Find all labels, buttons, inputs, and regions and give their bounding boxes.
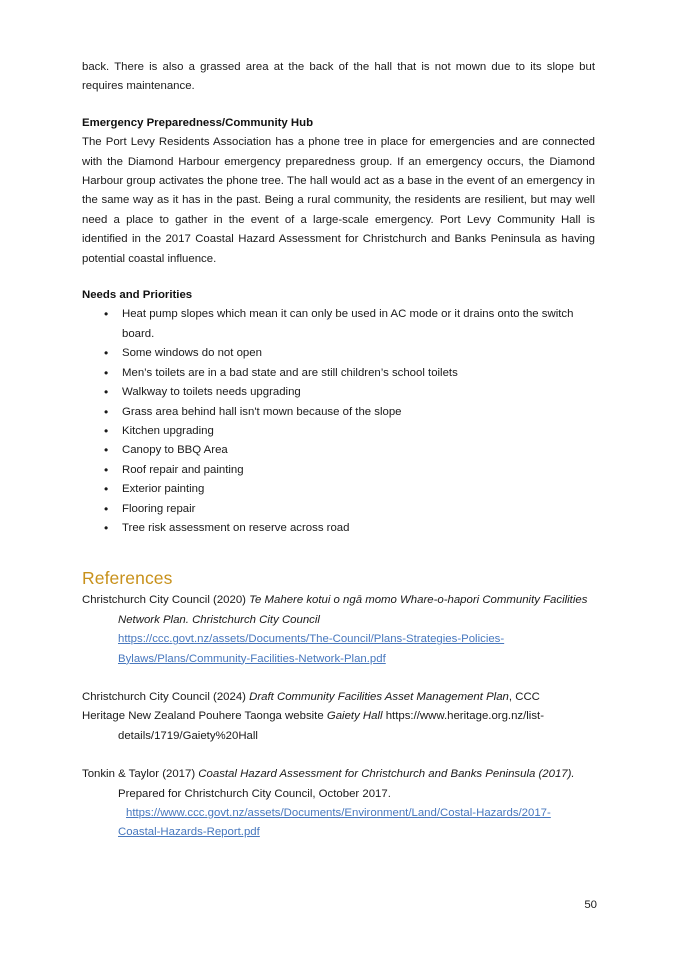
reference-publisher: , CCC [508,690,540,703]
reference-entry-ccc-2024 [82,688,595,707]
spacer [82,269,595,286]
reference-title-italic-cont: Network Plan. Christchurch City Council [118,613,320,626]
reference-url-text-cont: details/1719/Gaiety%20Hall [118,729,258,742]
references-heading: References [82,568,173,589]
list-item-label: Men’s toilets are in a bad state and are still children’s school toilets [122,366,458,379]
reference-url-link[interactable]: https://ccc.govt.nz/assets/Documents/The-Council/Plans-Strategies-Policies- [118,633,505,646]
list-item-label: Kitchen upgrading [122,424,214,437]
list-item [82,461,595,480]
reference-author: Heritage New Zealand Pouhere Taonga website [82,710,327,723]
reference-url-link-cont[interactable]: Coastal-Hazards-Report.pdf [118,826,260,839]
bullet-icon: • [104,346,109,361]
page-number: 50 [584,899,597,911]
emergency-section-paragraph: The Port Levy Residents Association has a phone tree in place for emergencies and are connected with the Diamond Harbour emergency preparedness group. If an emergency occurs, the Diamond Harbour group activates the phone tree. The hall would act as a base in the event of an emergency in the same way as it has in the past. Being a rural community, the residents are resilient, but may well need a place to gather in the event of a large-scale emergency. Port Levy Community Hall is identified in the 2017 Coastal Hazard Assessment for Christchurch and Banks Peninsula as having potential coastal influence. [82,136,595,265]
bullet-icon: • [104,365,109,380]
list-item [82,344,595,363]
list-item-label: Heat pump slopes which mean it can only be used in AC mode or it drains onto the switch board. [122,308,574,340]
reference-url-text: https://www.heritage.org.nz/list- [382,710,544,723]
list-item-label: Canopy to BBQ Area [122,444,228,457]
page-content [82,58,595,843]
reference-title-italic: Draft Community Facilities Asset Management Plan [249,690,509,703]
list-item [82,480,595,499]
needs-priorities-list [82,305,595,538]
bullet-icon: • [104,423,109,438]
reference-line [82,707,595,726]
list-item [82,305,595,344]
reference-title-italic: Coastal Hazard Assessment for Christchurch and Banks Peninsula (2017). [198,768,575,781]
continued-paragraph: back. There is also a grassed area at the back of the hall that is not mown due to its slope but requires maintenance. [82,61,595,93]
needs-section-heading: Needs and Priorities [82,289,193,302]
bullet-icon: • [104,482,109,497]
list-item-label: Grass area behind hall isn't mown because of the slope [122,405,402,418]
list-item-label: Some windows do not open [122,347,262,360]
bullet-icon: • [104,443,109,458]
reference-author-year: Christchurch City Council (2024) [82,690,250,703]
reference-url-link-cont[interactable]: Bylaws/Plans/Community-Facilities-Network-Plan.pdf [118,652,386,665]
reference-entry-tonkin-taylor-2017 [82,765,595,843]
reference-line [82,688,595,707]
reference-url-line[interactable] [82,823,595,842]
list-item-label: Flooring repair [122,502,196,515]
list-item [82,403,595,422]
spacer [82,746,595,765]
reference-line [82,785,595,804]
bullet-icon: • [104,307,109,322]
reference-entry-heritage-nz [82,707,595,746]
reference-url-link[interactable]: https://www.ccc.govt.nz/assets/Documents/Environment/Land/Costal-Hazards/2017- [126,807,551,819]
bullet-icon: • [104,404,109,419]
reference-prepared-for: Prepared for Christchurch City Council, October 2017. [118,787,391,800]
list-item [82,519,595,538]
reference-title-italic: Te Mahere kotui o ngā momo Whare-o-hapori Community Facilities [249,594,588,607]
emergency-section-heading: Emergency Preparedness/Community Hub [82,116,314,129]
bullet-icon: • [104,520,109,535]
list-item-label: Walkway to toilets needs upgrading [122,386,301,399]
list-item [82,383,595,402]
list-item-label: Roof repair and painting [122,463,244,476]
reference-entry-ccc-2020 [82,591,595,669]
reference-url-line[interactable] [82,804,595,823]
list-item [82,422,595,441]
reference-url-line[interactable] [82,630,595,649]
spacer [82,97,595,114]
reference-line [82,765,595,784]
list-item [82,441,595,460]
spacer [82,538,595,566]
bullet-icon: • [104,501,109,516]
reference-author-year: Tonkin & Taylor (2017) [82,768,199,781]
reference-line [82,611,595,630]
bullet-icon: • [104,385,109,400]
reference-url-line [82,727,595,746]
reference-url-line[interactable] [82,650,595,669]
list-item [82,500,595,519]
list-item-label: Exterior painting [122,483,205,496]
list-item [82,364,595,383]
list-item-label: Tree risk assessment on reserve across road [122,521,350,534]
spacer [82,669,595,688]
bullet-icon: • [104,462,109,477]
reference-line [82,591,595,610]
reference-title-italic: Gaiety Hall [326,710,383,723]
reference-author-year: Christchurch City Council (2020) [82,594,250,607]
